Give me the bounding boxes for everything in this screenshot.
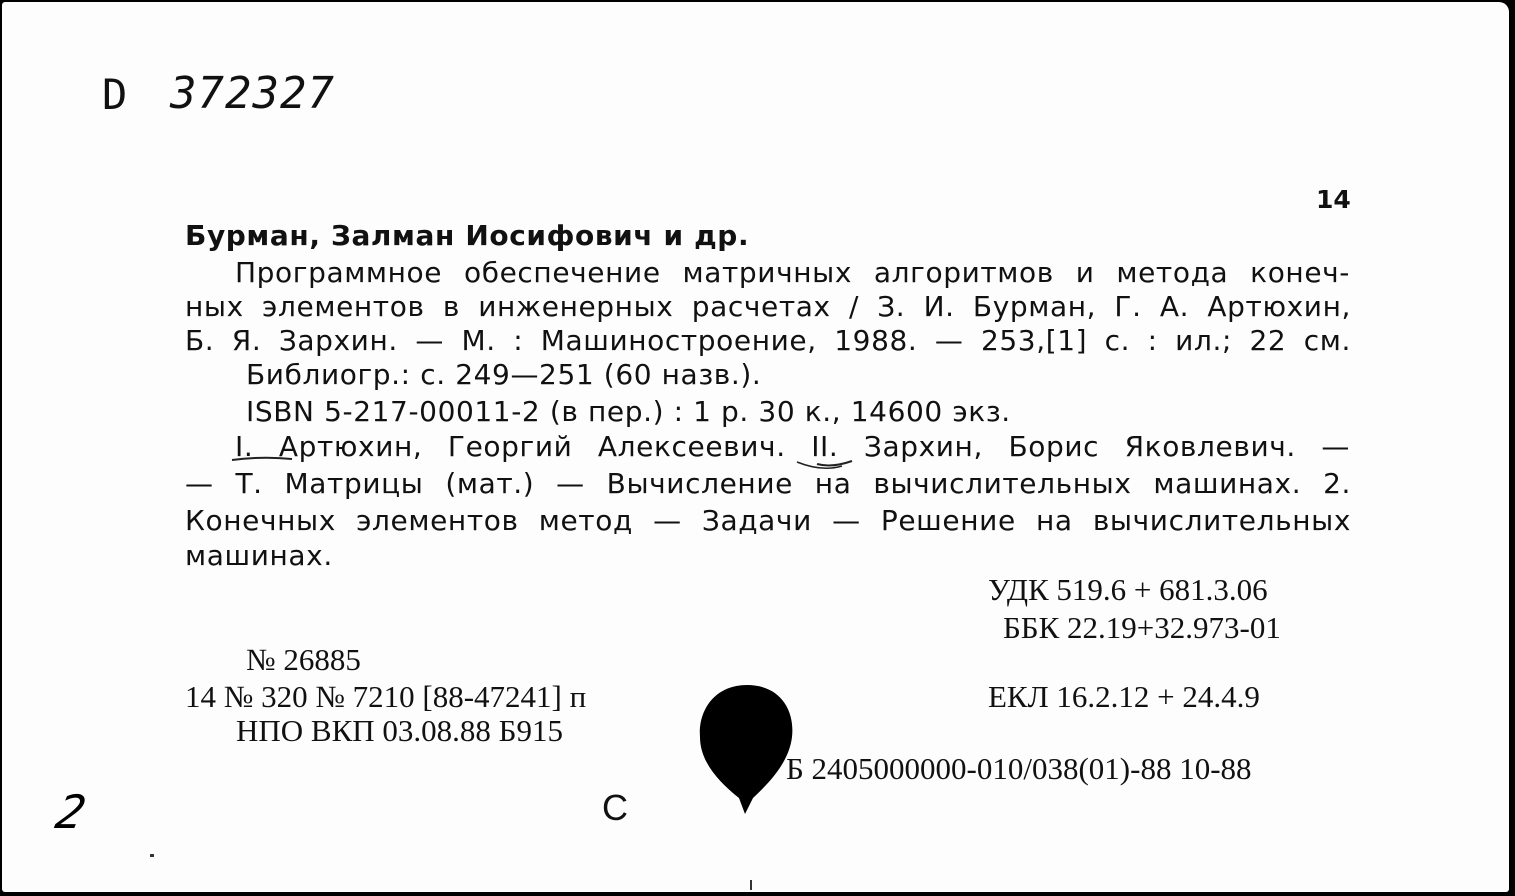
- handwritten-mark: 2: [51, 785, 91, 839]
- subject-line-3: Конечных элементов метод — Задачи — Решение на вычислительных: [185, 504, 1351, 537]
- subject-line-1: I. Артюхин, Георгий Алексеевич. II. Зархин, Борис Яковлевич. —: [235, 430, 1350, 463]
- punch-hole: [695, 682, 800, 817]
- call-number-letter: D: [102, 70, 128, 119]
- print-line: 14 № 320 № 7210 [88-47241] п: [185, 679, 587, 714]
- copyright-mark: С: [602, 787, 628, 828]
- description-line-2: ных элементов в инженерных расчетах / З. И. Бурман, Г. А. Артюхин,: [185, 290, 1351, 323]
- stray-dot: [150, 854, 154, 857]
- barcode-number-line: Б 2405000000-010/038(01)-88 10-88: [786, 751, 1252, 786]
- order-number: № 26885: [246, 642, 361, 677]
- ekl-classification: ЕКЛ 16.2.12 + 24.4.9: [988, 679, 1260, 714]
- catalog-card: [2, 2, 1509, 892]
- npo-line: НПО ВКП 03.08.88 Б915: [236, 713, 563, 748]
- subject-line-4: машинах.: [185, 539, 333, 572]
- stray-tick: [750, 880, 752, 890]
- bbk-classification: ББК 22.19+32.973-01: [1003, 610, 1281, 645]
- isbn-line: ISBN 5-217-00011-2 (в пер.) : 1 р. 30 к., 14600 экз.: [246, 395, 1011, 428]
- udk-classification: УДК 519.6 + 681.3.06: [988, 572, 1268, 607]
- bibliography-note: Библиогр.: с. 249—251 (60 назв.).: [246, 358, 762, 391]
- pencil-underline-marks: [222, 454, 862, 494]
- subject-line-2: — Т. Матрицы (мат.) — Вычисление на вычислительных машинах. 2.: [185, 467, 1351, 500]
- author-heading: Бурман, Залман Иосифович и др.: [185, 219, 750, 252]
- description-line-1: Программное обеспечение матричных алгоритмов и метода конеч-: [235, 256, 1350, 289]
- call-number-digits: 372327: [170, 68, 335, 119]
- description-line-3: Б. Я. Зархин. — М. : Машиностроение, 1988. — 253,[1] с. : ил.; 22 см.: [185, 324, 1351, 357]
- shelf-number: 14: [1316, 185, 1351, 214]
